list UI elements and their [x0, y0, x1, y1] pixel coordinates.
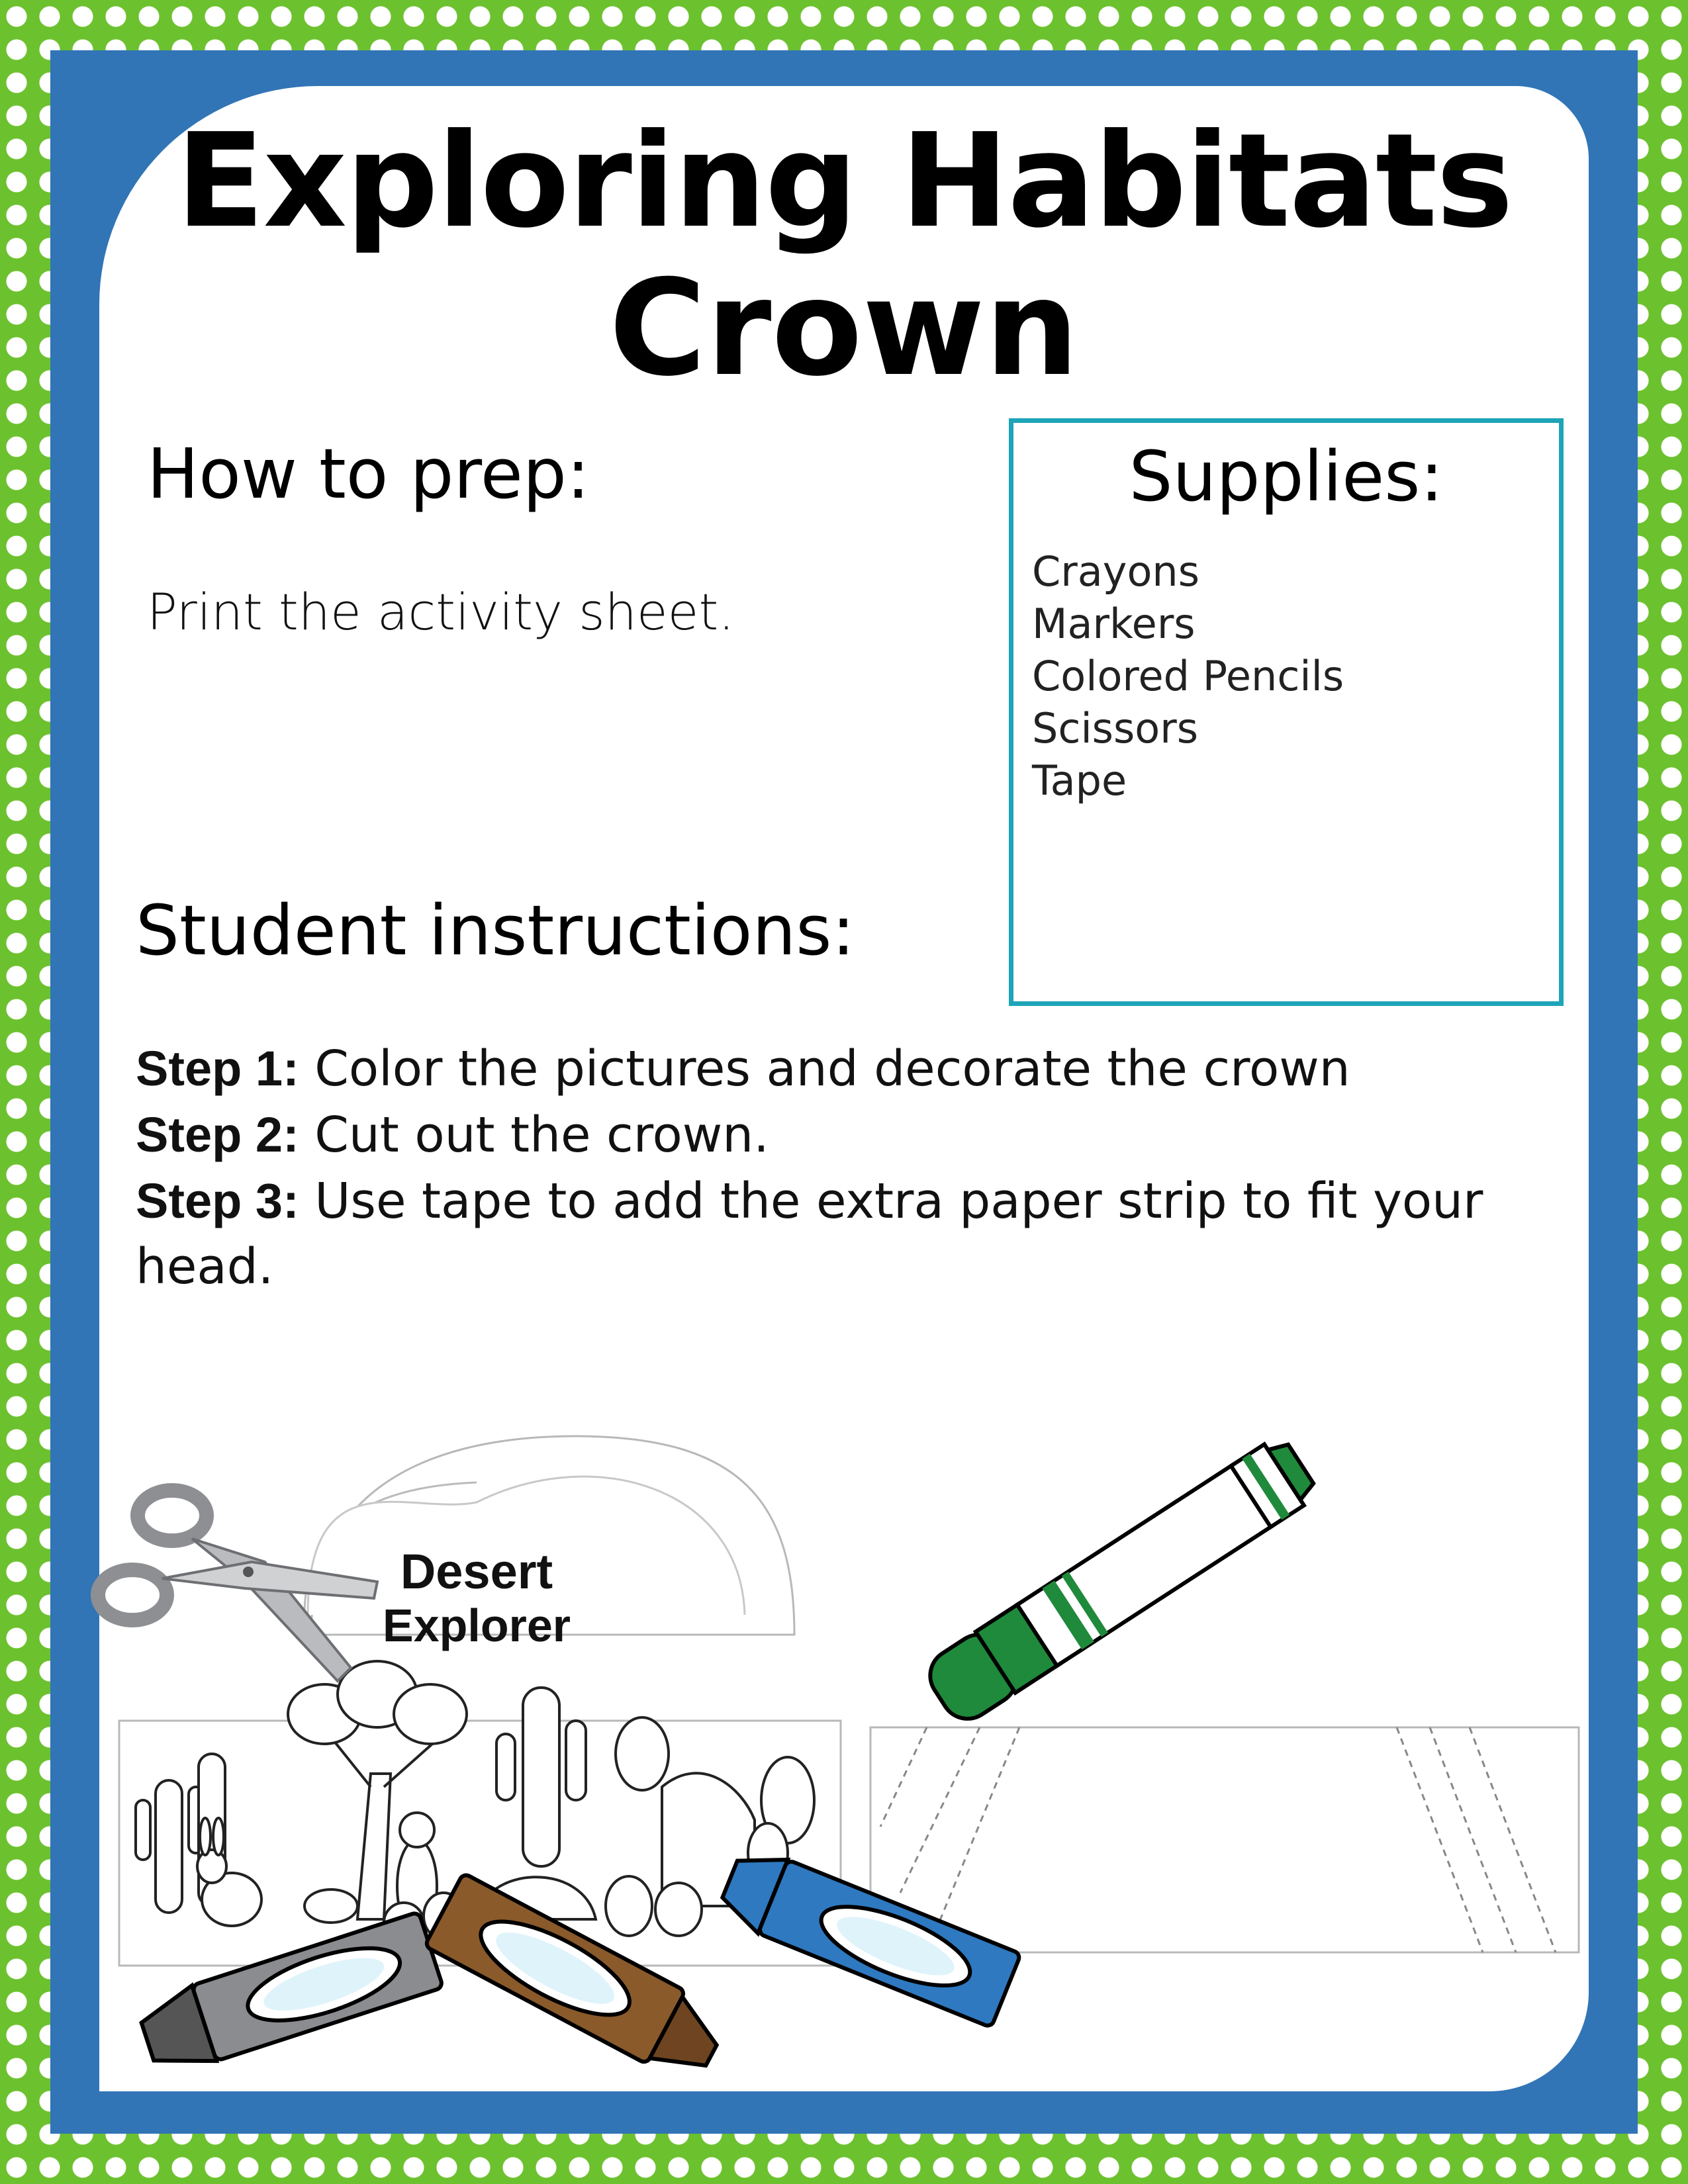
supply-item: Markers	[1032, 600, 1196, 648]
step-label: Step 3:	[136, 1173, 299, 1228]
marker-icon	[920, 1433, 1321, 1729]
supply-item: Scissors	[1032, 704, 1198, 752]
crown-text-line1: Desert	[400, 1544, 553, 1599]
step-text: Use tape to add the extra paper strip to fit your head.	[136, 1173, 1483, 1295]
page-subtitle: Crown	[609, 251, 1079, 406]
prep-heading: How to prep:	[147, 433, 590, 514]
prep-text: Print the activity sheet.	[147, 582, 735, 641]
step-text: Color the pictures and decorate the crown	[299, 1040, 1350, 1097]
supplies-heading: Supplies:	[1129, 436, 1444, 517]
student-instructions-heading: Student instructions:	[136, 890, 855, 971]
step-label: Step 2:	[136, 1107, 299, 1162]
step-text: Cut out the crown.	[299, 1107, 769, 1163]
supply-item: Colored Pencils	[1032, 652, 1344, 700]
paper-strip	[870, 1727, 1579, 1952]
supply-item: Crayons	[1032, 547, 1199, 596]
page-title: Exploring Habitats	[175, 106, 1513, 257]
supply-item: Tape	[1032, 756, 1127, 805]
crown-text-line2: Explorer	[383, 1600, 571, 1651]
step-label: Step 1:	[136, 1041, 299, 1096]
